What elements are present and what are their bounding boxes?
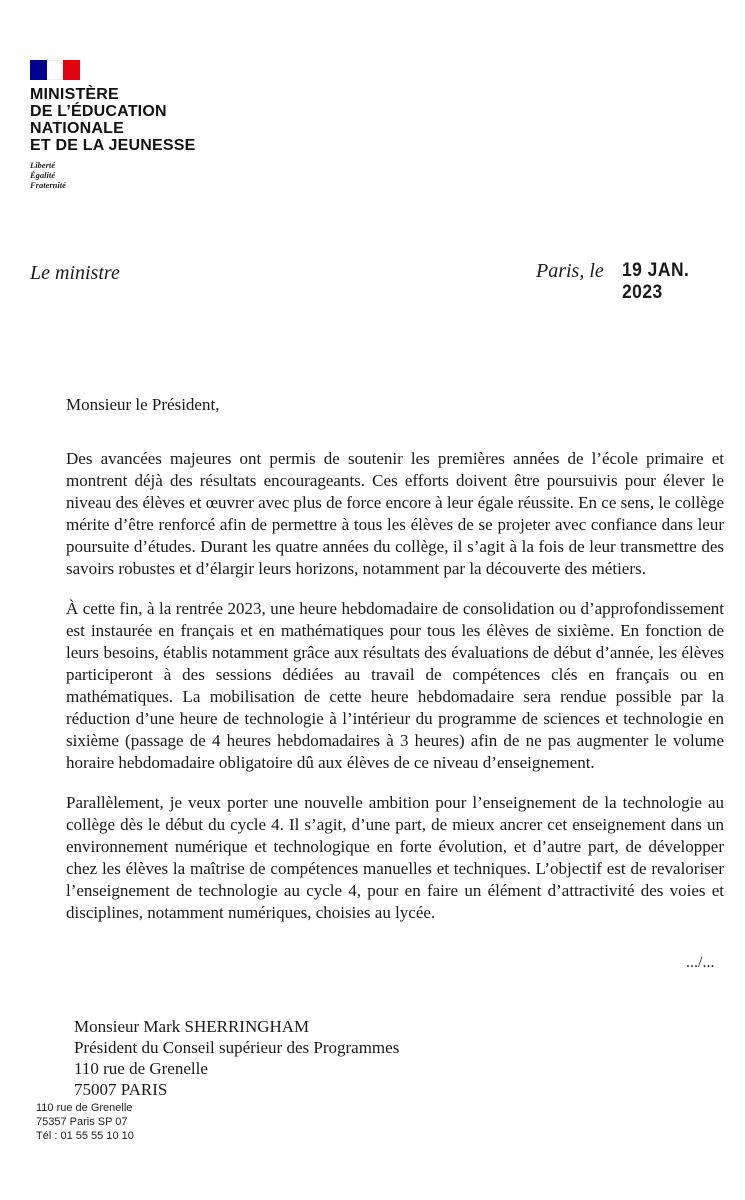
recipient-address: Monsieur Mark SHERRINGHAM Président du Conseil supérieur des Programmes 110 rue de Grenelle 75007 PARIS — [74, 1017, 400, 1099]
paragraph: À cette fin, à la rentrée 2023, une heure hebdomadaire de consolidation ou d’approfondissement est instaurée en français et en mathématiques pour tous les élèves de sixième. En fonction de leurs besoins, établis notamment grâce aux résultats des évaluations de début d’année, les élèves participeront à des sessions dédiées au travail de compétences clés en français ou en mathématiques. La mobilisation de cette heure hebdomadaire sera rendue possible par la réduction d’une heure de technologie à l’intérieur du programme de sciences et technologie en sixième (passage de 4 heures hebdomadaires à 3 heures) afin de ne pas augmenter le volume horaire hebdomadaire obligatoire dû aux élèves de ce niveau d’enseignement. — [66, 599, 724, 772]
republic-motto: Liberté Égalité Fraternité — [30, 160, 66, 190]
letter-place: Paris, le — [536, 260, 604, 282]
salutation: Monsieur le Président, — [66, 395, 220, 414]
letter-body — [66, 448, 724, 942]
marianne-flag-icon — [30, 60, 80, 80]
paragraph: Parallèlement, je veux porter une nouvelle ambition pour l’enseignement de la technologie au collège dès le début du cycle 4. Il s’agit, d’une part, de mieux ancrer cet enseignement dans un environnement numérique et technologique en forte évolution, et d’autre part, de développer chez les élèves la maîtrise de compétences manuelles et techniques. L’objectif est de revaloriser l’enseignement de technologie au cycle 4, pour en faire un élément d’attractivité des voies et disciplines, notamment numériques, choisies au lycée. — [66, 793, 724, 922]
ministry-footer-address: 110 rue de Grenelle 75357 Paris SP 07 Tél : 01 55 55 10 10 — [36, 1102, 134, 1142]
sender-title: Le ministre — [30, 262, 120, 284]
ministry-name: MINISTÈRE DE L’ÉDUCATION NATIONALE ET DE LA JEUNESSE — [30, 86, 196, 154]
ministry-logo — [30, 60, 230, 190]
page-continuation-marker: .../... — [686, 954, 715, 971]
paragraph: Des avancées majeures ont permis de soutenir les premières années de l’école primaire et montrent déjà des résultats encourageants. Ces efforts doivent être poursuivis pour élever le niveau des élèves et œuvrer avec plus de force encore à leur égale réussite. En ce sens, le collège mérite d’être renforcé afin de permettre à tous les élèves de se projeter avec confiance dans leur poursuite d’études. Durant les quatre années du collège, il s’agit à la fois de leur transmettre des savoirs robustes et d’élargir leurs horizons, notamment par la découverte des métiers. — [66, 449, 724, 578]
letter-date-stamp: 19 JAN. 2023 — [622, 260, 690, 303]
